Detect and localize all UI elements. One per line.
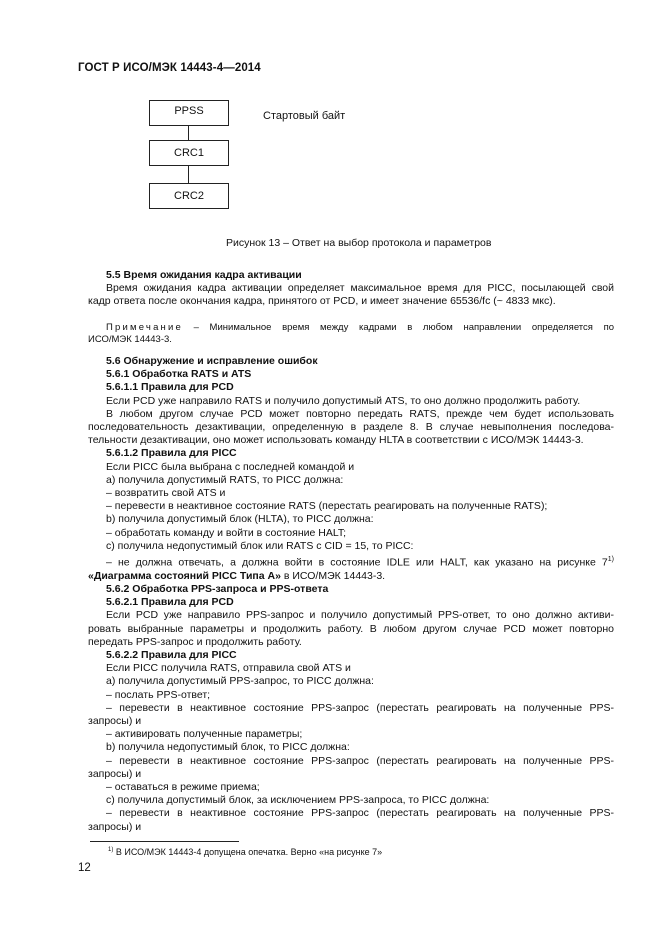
figure-box-ppss	[149, 100, 229, 126]
figure-connector	[188, 166, 189, 183]
list-item: – оставаться в режиме приема;	[106, 781, 260, 793]
paragraph-line: тельности дезактивации, оно может использовать команду HLTA в соответствии с ИСО/МЭК 14443-3.	[88, 434, 584, 447]
paragraph-line: ровать выбранные параметры и продолжить работу. В любом другом случае PCD может повторно	[88, 622, 614, 635]
list-item: запросы) и	[88, 767, 142, 780]
list-item: – перевести в неактивное состояние PPS-запрос (перестать реагировать на полученные PPS-	[106, 754, 614, 767]
section-heading: 5.6 Обнаружение и исправление ошибок	[106, 355, 318, 367]
subsection-heading: 5.6.2 Обработка PPS-запроса и PPS-ответа	[106, 582, 329, 595]
subsection-heading: 5.6.2.1 Правила для PCD	[106, 596, 234, 609]
list-item: – послать PPS-ответ;	[106, 688, 211, 701]
document-header: ГОСТ Р ИСО/МЭК 14443-4—2014	[78, 62, 261, 74]
list-item: – не должна отвечать, а должна войти в состояние IDLE или HALT, как указано на рисунке 7	[106, 556, 608, 569]
section-5-6	[88, 355, 614, 834]
subsection-heading: 5.6.2.2 Правила для PICC	[106, 648, 237, 661]
paragraph-line: в ИСО/МЭК 14443-3.	[280, 569, 386, 582]
footnote-divider	[90, 841, 239, 842]
section-5-5	[88, 269, 614, 309]
subsection-heading: 5.6.1.1 Правила для PCD	[106, 381, 234, 394]
list-item: – возвратить свой ATS и	[106, 487, 226, 500]
paragraph-line: В любом другом случае PCD может повторно передать RATS, прежде чем будет использовать	[106, 407, 614, 420]
paragraph-line: передать PPS-запрос и продолжить работу.	[88, 635, 302, 648]
list-item: c) получила недопустимый блок или RATS с CID = 15, то PICC:	[106, 539, 414, 552]
note-label: Примечание	[106, 322, 183, 333]
box-label: PPSS	[174, 105, 204, 117]
list-item: – перевести в неактивное состояние RATS (перестать реагировать на полученные RATS);	[106, 500, 548, 513]
figure-reference: «Диаграмма состояний PICC Типа А»	[88, 569, 281, 582]
page-number: 12	[78, 862, 91, 874]
footnote-text: В ИСО/МЭК 14443-4 допущена опечатка. Верно «на рисунке 7»	[113, 847, 383, 857]
paragraph-line: Если PCD уже направило RATS и получило допустимый ATS, то оно должно продолжить работу.	[106, 394, 581, 407]
note-block	[88, 322, 614, 346]
paragraph-line: кадр ответа после окончания кадра, принятого от PCD, и имеет значение 65536/fc (~ 4833 мкс).	[88, 295, 556, 308]
list-item: c) получила допустимый блок, за исключением PPS-запроса, то PICC должна:	[106, 794, 490, 807]
figure-caption: Рисунок 13 – Ответ на выбор протокола и параметров	[226, 237, 492, 249]
note-text: – Минимальное время между кадрами в любом направлении определяется по	[183, 322, 614, 333]
list-item: запросы) и	[88, 714, 142, 727]
list-item: – обработать команду и войти в состояние HALT;	[106, 526, 347, 539]
list-item: b) получила допустимый блок (HLTA), то PICC должна:	[106, 513, 374, 526]
paragraph-line: Если PICC получила RATS, отправила свой ATS и	[106, 662, 351, 675]
list-item: – перевести в неактивное состояние PPS-запрос (перестать реагировать на полученные PPS-	[106, 701, 614, 714]
list-item: b) получила недопустимый блок, то PICC должна:	[106, 741, 350, 754]
footnote-ref: 1)	[607, 556, 614, 564]
footnote	[108, 847, 382, 857]
box-label: CRC1	[174, 147, 204, 159]
list-item: – перевести в неактивное состояние PPS-запрос (перестать реагировать на полученные PPS-	[106, 807, 614, 820]
list-item: a) получила допустимый PPS-запрос, то PICC должна:	[106, 675, 374, 688]
list-item: запросы) и	[88, 820, 142, 833]
paragraph-line: Время ожидания кадра активации определяет максимальное время для PICC, посылающей свой	[106, 282, 614, 295]
box-label: CRC2	[174, 190, 204, 202]
figure-connector	[188, 126, 189, 140]
start-byte-label: Стартовый байт	[263, 110, 346, 122]
paragraph-line: Если PCD уже направило PPS-запрос и получило допустимый PPS-ответ, то оно должно активи-	[106, 609, 614, 622]
figure-box-crc2	[149, 183, 229, 209]
list-item: – активировать полученные параметры;	[106, 728, 303, 741]
paragraph-line: последовательность дезактивации, определенную в разделе 8. В случае невыполнения последова-	[88, 421, 614, 434]
subsection-heading: 5.6.1.2 Правила для PICC	[106, 447, 237, 460]
subsection-heading: 5.6.1 Обработка RATS и ATS	[106, 368, 252, 381]
paragraph-line: Если PICC была выбрана с последней командой и	[106, 460, 355, 473]
figure-box-crc1	[149, 140, 229, 166]
note-text: ИСО/МЭК 14443-3.	[88, 334, 172, 345]
footnote-mark: 1)	[108, 847, 114, 853]
section-heading: 5.5 Время ожидания кадра активации	[106, 269, 302, 281]
list-item: a) получила допустимый RATS, то PICC должна:	[106, 473, 344, 486]
